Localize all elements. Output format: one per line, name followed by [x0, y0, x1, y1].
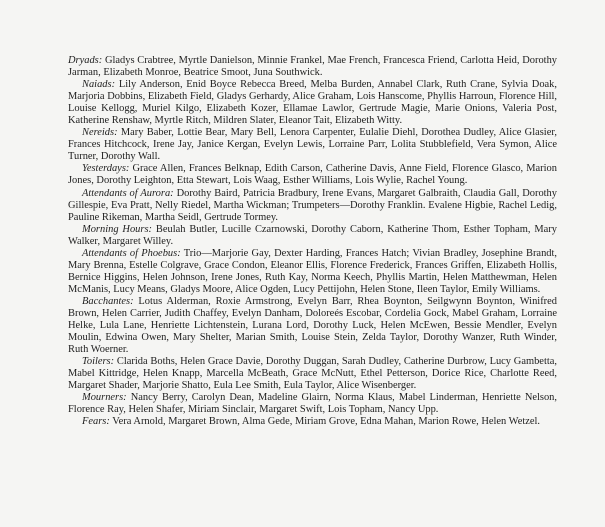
cast-entry-yesterdays: [68, 163, 557, 187]
cast-entry-naiads: [68, 79, 557, 127]
role-label: Naiads:: [82, 79, 116, 91]
cast-names: Trio—Marjorie Gay, Dexter Harding, Frances Hatch; Vivian Bradley, Josephine Brandt, Mary Brenna, Estelle Colgrave, Grace Condon, Eleanor Ellis, Florence Frederick, Frances Griffen, Elizabeth Hollis, Bernice Higgins, Helen Johnson, Irene Jones, Ruth Kay, Norma Keech, Phyllis Martin, Helen Matthewman, Helen McManis, Lucy Means, Gladys Moore, Alice Ogden, Lucy Pettijohn, Helen Stone, Ileen Taylor, Emily Williams.: [68, 247, 558, 295]
role-label: Attendants of Aurora:: [82, 187, 174, 199]
cast-names: Mary Baber, Lottie Bear, Mary Bell, Lenora Carpenter, Eulalie Diehl, Dorothea Dudley, Alice Glasier, Frances Hitchcock, Irene Jay, Janice Kergan, Evelyn Lewis, Lorraine Parr, Lolita Stubblefield, Vera Symon, Alice Turner, Dorothy Wall.: [68, 127, 558, 163]
cast-entry-dryads: [68, 55, 557, 79]
cast-names: Lily Anderson, Enid Boyce Rebecca Breed, Melba Burden, Annabel Clark, Ruth Crane, Sylvia Doak, Marjoria Dobbins, Elizabeth Field, Gladys Gerhardy, Alice Graham, Lois Hanscome, Phyllis Harroun, Florence Hill, Louise Kellogg, Muriel Kilgo, Elizabeth Kozer, Ellamae Lawlor, Gertrude Magie, Marie Onions, Valeria Post, Katherine Renshaw, Myrtle Ritch, Mildren Slater, Eleanor Tait, Elizabeth Witty.: [68, 79, 557, 127]
role-label: Yesterdays:: [82, 163, 130, 175]
cast-entry-mourners: [68, 392, 557, 416]
cast-names: Gladys Crabtree, Myrtle Danielson, Minnie Frankel, Mae French, Francesca Friend, Carlotta Heid, Dorothy Jarman, Elizabeth Monroe, Beatrice Smoot, Juna Southwick.: [68, 55, 558, 79]
cast-names: Beulah Butler, Lucille Czarnowski, Dorothy Caborn, Katherine Thom, Esther Topham, Mary Walker, Margaret Willey.: [68, 223, 558, 247]
cast-list: [68, 55, 557, 428]
cast-names: Nancy Berry, Carolyn Dean, Madeline Glairn, Norma Klaus, Mabel Linderman, Henriette Nelson, Florence Ray, Helen Shafer, Miriam Sinclair, Margaret Swift, Lois Topham, Nancy Upp.: [68, 392, 558, 416]
role-label: Dryads:: [68, 55, 103, 66]
cast-names: Clarida Boths, Helen Grace Davie, Dorothy Duggan, Sarah Dudley, Catherine Durbrow, Lucy Gambetta, Mabel Kittridge, Helen Knapp, Marcella McBeath, Grace McNutt, Ethel Petterson, Dorice Rice, Charlotte Reed, Margaret Shader, Marjorie Shatto, Eula Lee Smith, Eula Taylor, Alice Wisenberger.: [68, 356, 557, 392]
cast-names: Vera Arnold, Margaret Brown, Alma Gede, Miriam Grove, Edna Mahan, Marion Rowe, Helen Wetzel.: [112, 416, 540, 428]
cast-entry-attendants-of-phoebus: [68, 248, 557, 296]
role-label: Toilers:: [82, 356, 115, 368]
role-label: Morning Hours:: [82, 223, 152, 235]
cast-entry-morning-hours: [68, 224, 557, 248]
cast-entry-fears: [68, 416, 557, 428]
role-label: Nereids:: [82, 127, 118, 139]
cast-entry-toilers: [68, 356, 557, 392]
cast-names: Grace Allen, Frances Belknap, Edith Carson, Catherine Davis, Anne Field, Florence Glasco, Marion Jones, Dorothy Leighton, Etta Stewart, Lois Waag, Esther Williams, Lois Wylie, Rachel Young.: [68, 163, 557, 187]
role-label: Fears:: [82, 416, 110, 428]
cast-entry-nereids: [68, 127, 557, 163]
role-label: Bacchantes:: [82, 295, 134, 307]
cast-entry-attendants-of-aurora: [68, 188, 557, 224]
cast-names: Lotus Alderman, Roxie Armstrong, Evelyn Barr, Rhea Boynton, Seilgwynn Boynton, Winifred Brown, Helen Carrier, Judith Chaffey, Evelyn Danham, Doloreés Escobar, Cordelia Gock, Mabel Graham, Lorraine Helke, Lula Lane, Henriette Lichtenstein, Lurana Lord, Dorothy Luck, Helen McEwen, Bessie Mendler, Evelyn Moulin, Edwina Owen, Mary Shelter, Marian Smith, Louise Stein, Zelda Taylor, Dorothy Wanzer, Ruth Winder, Ruth Woerner.: [68, 295, 557, 356]
cast-names: Dorothy Baird, Patricia Bradbury, Irene Evans, Margaret Galbraith, Claudia Gall, Dorothy Gillespie, Eva Pratt, Nelly Riedel, Martha Wickman; Trumpeters—Dorothy Franklin. Evalene Higbie, Rachel Ledig, Pauline Rikeman, Martha Seidl, Gertrude Tormey.: [68, 187, 557, 223]
role-label: Mourners:: [82, 392, 127, 404]
cast-entry-bacchantes: [68, 296, 557, 356]
role-label: Attendants of Phoebus:: [82, 247, 181, 259]
